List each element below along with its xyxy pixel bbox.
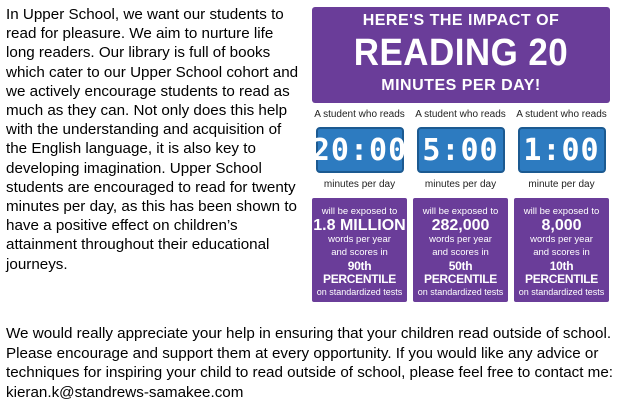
stat-box-1: [312, 198, 407, 302]
words-per-year-label: words per year: [530, 234, 593, 245]
words-count: 8,000: [541, 217, 582, 234]
scores-label: and scores in: [533, 247, 590, 258]
scores-label: and scores in: [432, 247, 489, 258]
tests-label: on standardized tests: [316, 287, 403, 297]
percentile: 10th PERCENTILE: [524, 259, 598, 286]
words-count: 1.8 MILLION: [313, 217, 406, 234]
banner-line-3: MINUTES PER DAY!: [381, 77, 541, 94]
outro-paragraph: We would really appreciate your help in ensuring that your children read outside of school. Please encourage and support them at every opportunity. If you would like any advice or techniques for inspiring your child to read outside of school, please feel free to contact me: kieran.k@standrews-samakee.com: [6, 325, 614, 401]
banner-line-2: READING 20: [353, 32, 569, 74]
reading-impact-poster: [312, 7, 610, 303]
intro-paragraph: In Upper School, we want our students to read for pleasure. We aim to nurture life long readers. Our library is full of books which cater to our Upper School cohort and we actively encourage students to read as much as they can. Not only does this help with the understanding and acquisition of the English language, it is also key to developing imagination. Upper School students are encouraged to read for twenty minutes per day, as this has been shown to have a positive effect on children’s attainment throughout their educational journeys.: [6, 6, 299, 273]
timer-display: [311, 127, 408, 173]
reader-label: A student who reads: [415, 109, 506, 120]
tests-label: on standardized tests: [417, 287, 504, 297]
scores-label: and scores in: [331, 247, 388, 258]
stat-box-2: [413, 198, 508, 302]
tests-label: on standardized tests: [518, 287, 605, 297]
reader-column-1: [312, 109, 407, 191]
timer-value: 1:00: [523, 132, 600, 168]
timer-value: 20:00: [311, 132, 408, 168]
timer-display: [518, 127, 606, 173]
per-day-label: minutes per day: [424, 179, 497, 190]
reader-column-3: [514, 109, 609, 191]
words-per-year-label: words per year: [328, 234, 391, 245]
exposed-label: will be exposed to: [321, 206, 398, 217]
timer-display: [417, 127, 505, 173]
words-count: 282,000: [431, 217, 490, 234]
per-day-label: minute per day: [528, 179, 595, 190]
stat-box-3: [514, 198, 609, 302]
poster-banner: [312, 7, 610, 103]
timer-value: 5:00: [422, 132, 499, 168]
reader-label: A student who reads: [516, 109, 607, 120]
words-per-year-label: words per year: [429, 234, 492, 245]
reader-column-2: [413, 109, 508, 191]
exposed-label: will be exposed to: [523, 206, 600, 217]
percentile: 90th PERCENTILE: [322, 259, 396, 286]
banner-line-1: HERE'S THE IMPACT OF: [362, 12, 560, 29]
exposed-label: will be exposed to: [422, 206, 499, 217]
per-day-label: minutes per day: [323, 179, 396, 190]
reader-label: A student who reads: [314, 109, 405, 120]
percentile: 50th PERCENTILE: [423, 259, 497, 286]
